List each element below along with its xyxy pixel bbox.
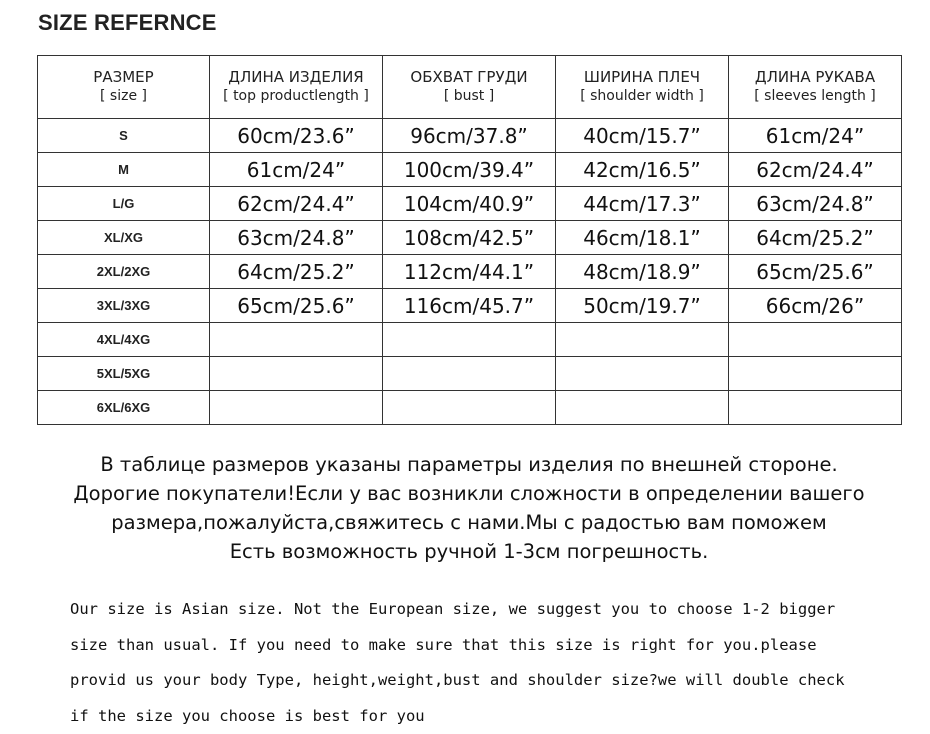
sleeves-cell: 66cm/26” xyxy=(729,289,902,323)
shoulder-cell: 40cm/15.7” xyxy=(556,119,729,153)
shoulder-cell: 46cm/18.1” xyxy=(556,221,729,255)
shoulder-cell: 42cm/16.5” xyxy=(556,153,729,187)
length-cell: 63cm/24.8” xyxy=(210,221,383,255)
bust-cell xyxy=(383,323,556,357)
header-shoulder xyxy=(556,56,729,119)
header-sub-label: [ size ] xyxy=(38,87,209,106)
bust-cell: 100cm/39.4” xyxy=(383,153,556,187)
table-row xyxy=(38,153,902,187)
en-note-line: size than usual. If you need to make sure that this size is right for you.please xyxy=(70,628,920,664)
bust-cell: 112cm/44.1” xyxy=(383,255,556,289)
table-row xyxy=(38,187,902,221)
en-note-line: if the size you choose is best for you xyxy=(70,699,920,734)
sleeves-cell: 65cm/25.6” xyxy=(729,255,902,289)
ru-note-line: В таблице размеров указаны параметры изделия по внешней стороне. xyxy=(0,450,930,479)
table-row xyxy=(38,289,902,323)
shoulder-cell: 48cm/18.9” xyxy=(556,255,729,289)
en-note-line: Our size is Asian size. Not the European size, we suggest you to choose 1-2 bigger xyxy=(70,592,920,628)
bust-cell: 108cm/42.5” xyxy=(383,221,556,255)
bust-cell xyxy=(383,357,556,391)
shoulder-cell xyxy=(556,323,729,357)
header-sub-label: [ bust ] xyxy=(383,87,555,106)
size-cell: S xyxy=(38,119,210,153)
size-cell: 6XL/6XG xyxy=(38,391,210,425)
header-main-label: ШИРИНА ПЛЕЧ xyxy=(556,68,728,87)
length-cell xyxy=(210,323,383,357)
length-cell: 62cm/24.4” xyxy=(210,187,383,221)
en-note-line: provid us your body Type, height,weight,bust and shoulder size?we will double check xyxy=(70,663,920,699)
table-header-row xyxy=(38,56,902,119)
bust-cell: 104cm/40.9” xyxy=(383,187,556,221)
header-sub-label: [ top productlength ] xyxy=(210,87,382,106)
shoulder-cell: 50cm/19.7” xyxy=(556,289,729,323)
sleeves-cell: 64cm/25.2” xyxy=(729,221,902,255)
header-size xyxy=(38,56,210,119)
size-cell: 3XL/3XG xyxy=(38,289,210,323)
size-chart-table xyxy=(37,55,902,425)
length-cell: 64cm/25.2” xyxy=(210,255,383,289)
length-cell xyxy=(210,391,383,425)
length-cell: 61cm/24” xyxy=(210,153,383,187)
header-main-label: ДЛИНА ИЗДЕЛИЯ xyxy=(210,68,382,87)
size-cell: M xyxy=(38,153,210,187)
bust-cell: 116cm/45.7” xyxy=(383,289,556,323)
ru-note-line: размера,пожалуйста,свяжитесь с нами.Мы с радостью вам поможем xyxy=(0,508,930,537)
size-cell: 5XL/5XG xyxy=(38,357,210,391)
header-main-label: РАЗМЕР xyxy=(38,68,209,87)
size-cell: L/G xyxy=(38,187,210,221)
length-cell: 60cm/23.6” xyxy=(210,119,383,153)
sleeves-cell xyxy=(729,323,902,357)
table-row xyxy=(38,323,902,357)
bust-cell xyxy=(383,391,556,425)
bust-cell: 96cm/37.8” xyxy=(383,119,556,153)
table-row xyxy=(38,255,902,289)
table-row xyxy=(38,357,902,391)
table-row xyxy=(38,221,902,255)
header-main-label: ДЛИНА РУКАВА xyxy=(729,68,901,87)
sleeves-cell: 62cm/24.4” xyxy=(729,153,902,187)
shoulder-cell: 44cm/17.3” xyxy=(556,187,729,221)
table-row xyxy=(38,391,902,425)
header-sleeves xyxy=(729,56,902,119)
size-cell: 2XL/2XG xyxy=(38,255,210,289)
shoulder-cell xyxy=(556,391,729,425)
ru-note-line: Есть возможность ручной 1-3см погрешность. xyxy=(0,537,930,566)
russian-size-note xyxy=(0,450,930,566)
header-sub-label: [ shoulder width ] xyxy=(556,87,728,106)
sleeves-cell xyxy=(729,391,902,425)
sleeves-cell xyxy=(729,357,902,391)
sleeves-cell: 63cm/24.8” xyxy=(729,187,902,221)
shoulder-cell xyxy=(556,357,729,391)
size-cell: XL/XG xyxy=(38,221,210,255)
length-cell: 65cm/25.6” xyxy=(210,289,383,323)
english-size-note xyxy=(70,592,920,734)
header-sub-label: [ sleeves length ] xyxy=(729,87,901,106)
size-cell: 4XL/4XG xyxy=(38,323,210,357)
header-length xyxy=(210,56,383,119)
length-cell xyxy=(210,357,383,391)
size-table-body xyxy=(38,119,902,425)
page-title: SIZE REFERNCE xyxy=(38,10,217,36)
header-main-label: ОБХВАТ ГРУДИ xyxy=(383,68,555,87)
header-bust xyxy=(383,56,556,119)
ru-note-line: Дорогие покупатели!Если у вас возникли сложности в определении вашего xyxy=(0,479,930,508)
table-row xyxy=(38,119,902,153)
sleeves-cell: 61cm/24” xyxy=(729,119,902,153)
